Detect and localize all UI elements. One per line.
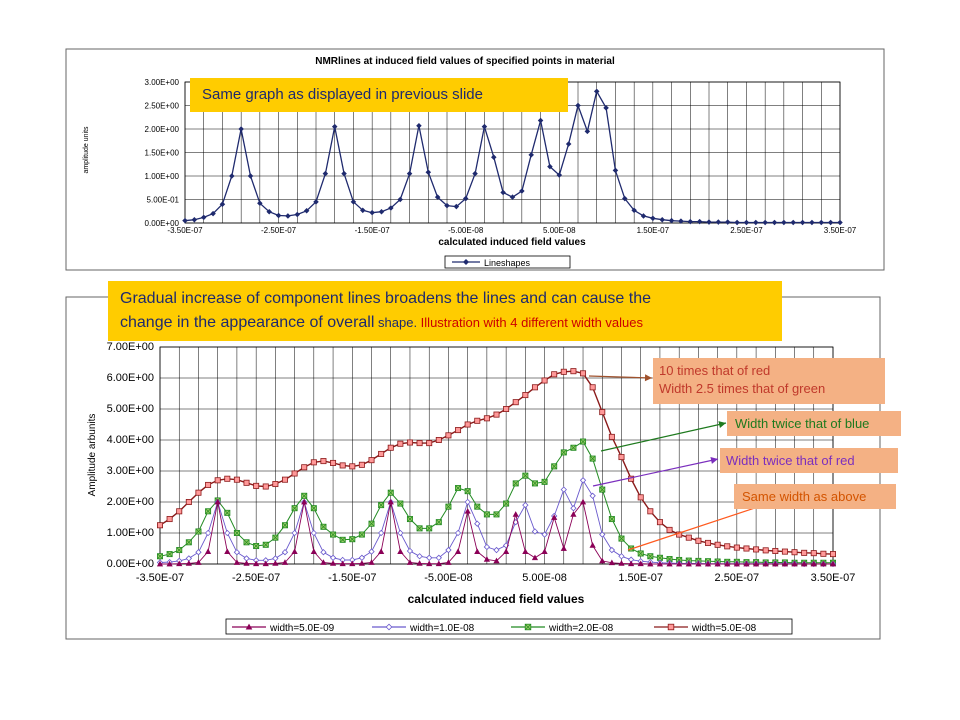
data-point <box>532 385 537 390</box>
data-point <box>215 478 220 483</box>
data-point <box>446 433 451 438</box>
x-tick-label: -2.50E-07 <box>261 226 297 235</box>
data-point <box>484 416 489 421</box>
note-line-2-small: shape. <box>374 315 418 330</box>
x-tick-label: -1.50E-07 <box>354 226 390 235</box>
annotation-width-5e8-line-2: Width 2.5 times that of green <box>659 381 826 396</box>
annotation-width-5e8-line-1: 10 times that of red <box>659 363 771 378</box>
data-point <box>263 484 268 489</box>
data-point <box>273 481 278 486</box>
annotation-width-2e8: Width twice that of blue <box>727 411 901 436</box>
data-point <box>638 495 643 500</box>
data-point <box>177 509 182 514</box>
data-point <box>513 400 518 405</box>
data-point <box>427 441 432 446</box>
data-point <box>667 527 672 532</box>
x-tick-label: -5.00E-08 <box>448 226 484 235</box>
y-tick-label: 2.00E+00 <box>106 496 154 508</box>
legend-label: width=1.0E-08 <box>410 623 475 634</box>
y-tick-label: 1.50E+00 <box>144 148 179 158</box>
data-point <box>186 499 191 504</box>
x-tick-label: 5.00E-08 <box>522 572 567 584</box>
data-point <box>330 460 335 465</box>
data-point <box>465 422 470 427</box>
data-point <box>340 463 345 468</box>
data-point <box>715 542 720 547</box>
data-point <box>590 385 595 390</box>
y-tick-label: 6.00E+00 <box>106 372 154 384</box>
data-point <box>734 545 739 550</box>
y-tick-label: 2.50E+00 <box>144 101 179 111</box>
data-point <box>244 480 249 485</box>
x-tick-label: -2.50E-07 <box>231 572 281 584</box>
data-point <box>504 406 509 411</box>
note-broadening-explanation <box>108 281 782 341</box>
data-point <box>225 476 230 481</box>
y-tick-label: 3.00E+00 <box>144 78 179 87</box>
y-tick-label: 2.00E+00 <box>144 125 179 134</box>
data-point <box>359 462 364 467</box>
data-point <box>763 548 768 553</box>
x-tick-label: 1.50E-07 <box>618 572 664 584</box>
data-point <box>609 434 614 439</box>
data-point <box>648 509 653 514</box>
data-point <box>379 451 384 456</box>
data-point <box>282 477 287 482</box>
note-same-graph: Same graph as displayed in previous slide <box>190 78 568 112</box>
y-tick-label: 5.00E-01 <box>146 195 179 205</box>
y-tick-label: 0.00E+00 <box>106 558 154 570</box>
x-tick-label: 2.50E-07 <box>714 572 760 584</box>
y-tick-label: 3.00E+00 <box>106 465 154 477</box>
data-point <box>494 412 499 417</box>
chart-2-y-axis-label: Amplitude arbunits <box>87 413 98 497</box>
annotation-width-1e8: Width twice that of red <box>720 448 898 473</box>
chart-1-legend <box>445 256 570 268</box>
data-point <box>830 551 835 556</box>
data-point <box>417 441 422 446</box>
data-point <box>475 418 480 423</box>
data-point <box>157 523 162 528</box>
data-point <box>753 547 758 552</box>
data-point <box>167 516 172 521</box>
data-point <box>254 483 259 488</box>
y-tick-label: 4.00E+00 <box>106 434 154 446</box>
data-point <box>705 540 710 545</box>
data-point <box>552 372 557 377</box>
data-point <box>686 535 691 540</box>
chart-2-x-axis-label: calculated induced field values <box>407 592 585 606</box>
data-point <box>196 490 201 495</box>
data-point <box>821 551 826 556</box>
data-point <box>571 369 576 374</box>
data-point <box>369 458 374 463</box>
chart-1-title: NMRlines at induced field values of specified points in material <box>315 56 615 67</box>
data-point <box>657 520 662 525</box>
data-point <box>234 477 239 482</box>
x-tick-label: 3.50E-07 <box>810 572 856 584</box>
annotation-width-5e9: Same width as above <box>734 484 896 509</box>
chart-1-y-axis-label: amplitude units <box>83 126 90 174</box>
note-line-2-illustration: Illustration with 4 different width values <box>417 315 643 330</box>
data-point <box>802 550 807 555</box>
x-tick-label: -5.00E-08 <box>424 572 473 584</box>
data-point <box>302 465 307 470</box>
data-point <box>600 410 605 415</box>
data-point <box>792 550 797 555</box>
data-point <box>542 378 547 383</box>
chart-1-x-axis-label: calculated induced field values <box>438 237 586 248</box>
x-tick-label: -3.50E-07 <box>167 226 203 235</box>
data-point <box>292 471 297 476</box>
data-point <box>696 538 701 543</box>
note-line-1: Gradual increase of component lines broadens the lines and can cause the <box>120 290 652 307</box>
y-tick-label: 7.00E+00 <box>106 341 154 353</box>
annotation-width-5e8 <box>653 358 885 404</box>
data-point <box>619 454 624 459</box>
note-line-2-main: change in the appearance of overall <box>120 314 375 331</box>
x-tick-label: 1.50E-07 <box>636 226 670 235</box>
data-point <box>811 551 816 556</box>
data-point <box>321 458 326 463</box>
chart-1-legend-label: Lineshapes <box>484 258 531 268</box>
legend-label: width=5.0E-09 <box>270 623 335 634</box>
y-tick-label: 0.00E+00 <box>144 219 179 228</box>
data-point <box>311 460 316 465</box>
data-point <box>744 546 749 551</box>
x-tick-label: -3.50E-07 <box>135 572 185 584</box>
x-tick-label: -1.50E-07 <box>328 572 377 584</box>
y-tick-label: 1.00E+00 <box>144 172 179 181</box>
data-point <box>455 427 460 432</box>
data-point <box>407 440 412 445</box>
data-point <box>523 392 528 397</box>
x-tick-label: 3.50E-07 <box>823 226 857 235</box>
data-point <box>782 549 787 554</box>
data-point <box>350 464 355 469</box>
chart-2-legend <box>226 619 792 634</box>
x-tick-label: 2.50E-07 <box>730 226 763 235</box>
legend-label: width=2.0E-08 <box>549 623 614 634</box>
data-point <box>725 544 730 549</box>
x-tick-label: 5.00E-08 <box>543 226 576 235</box>
y-tick-label: 1.00E+00 <box>106 527 154 539</box>
y-tick-label: 5.00E+00 <box>106 403 154 415</box>
data-point <box>580 371 585 376</box>
data-point <box>773 548 778 553</box>
data-point <box>388 445 393 450</box>
data-point <box>561 369 566 374</box>
data-point <box>205 482 210 487</box>
data-point <box>398 441 403 446</box>
legend-label: width=5.0E-08 <box>692 623 757 634</box>
data-point <box>436 437 441 442</box>
data-point <box>668 624 674 630</box>
